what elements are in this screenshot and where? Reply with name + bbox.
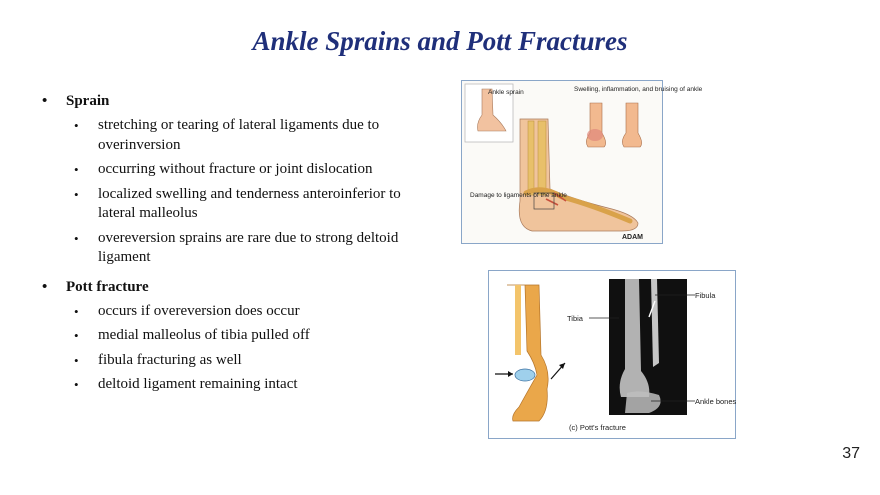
label-swelling: Swelling, inflammation, and bruising of ankle [574,86,703,93]
list-item-text: deltoid ligament remaining intact [98,376,298,392]
label-tibia: Tibia [567,314,583,323]
section-sprain [40,90,440,112]
bullet-icon: • [74,352,79,368]
pott-fracture-drawing [489,271,735,438]
list-item [40,375,440,395]
label-ankle-sprain: Ankle sprain [488,89,524,96]
ankle-sprain-illustration [461,80,703,244]
label-fibula: Fibula [695,291,716,300]
list-item [40,160,440,180]
list-item-text: occurring without fracture or joint dislocation [98,161,373,177]
list-item [40,229,440,268]
bullet-icon: • [74,162,79,177]
bullet-icon: • [74,230,79,246]
sprain-points [40,116,440,268]
bullet-icon: • [42,278,48,295]
bullet-icon: • [74,328,79,343]
bullet-list [40,84,440,403]
list-item-text: localized swelling and tenderness anteroinferior to lateral malleolus [98,185,401,221]
page-number: 37 [842,445,860,462]
bullet-icon: • [42,93,48,109]
pott-points [40,302,440,395]
list-item [40,351,440,371]
list-item [40,326,440,346]
section-pott [40,276,440,298]
label-ankle-bones: Ankle bones [695,397,737,406]
list-item-text: fibula fracturing as well [98,351,242,368]
bullet-icon: • [74,377,79,392]
section-heading: Pott fracture [66,278,149,295]
adam-credit: ADAM [622,234,643,241]
slide-title: Ankle Sprains and Pott Fractures [252,26,628,56]
label-ligament-damage: Damage to ligaments of the ankle [470,192,567,199]
pott-fracture-illustration [488,270,736,439]
list-item-text: medial malleolus of tibia pulled off [98,327,310,343]
list-item [40,185,440,224]
ankle-sprain-drawing [462,81,703,243]
figure-caption: (c) Pott's fracture [569,423,626,432]
list-item-text: overeversion sprains are rare due to strong deltoid ligament [98,229,399,265]
list-item-text: stretching or tearing of lateral ligaments due to overinversion [98,117,380,153]
section-heading: Sprain [66,93,110,109]
bullet-icon: • [74,303,79,319]
list-item [40,302,440,322]
bullet-icon: • [74,186,79,202]
list-item [40,116,440,155]
list-item-text: occurs if overeversion does occur [98,302,300,319]
bullet-icon: • [74,118,79,133]
